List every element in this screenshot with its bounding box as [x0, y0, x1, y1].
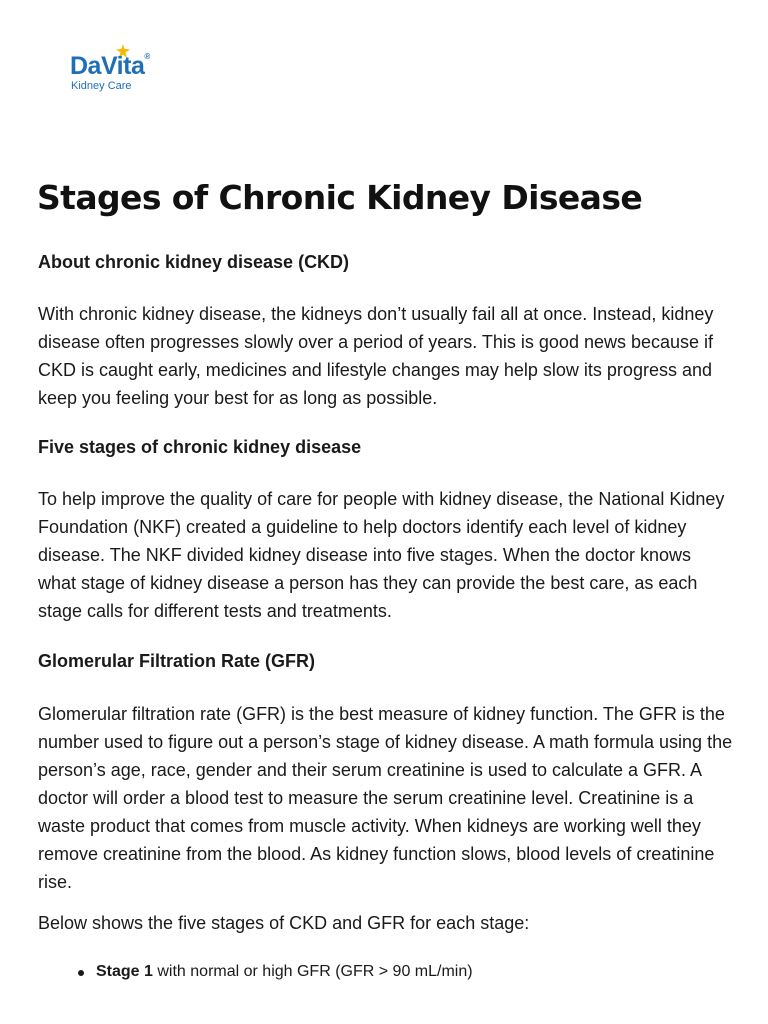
list-item — [38, 958, 473, 986]
stages-list — [38, 958, 473, 986]
section-heading-about-ckd: About chronic kidney disease (CKD) — [38, 252, 350, 272]
stages-list-intro: Below shows the five stages of CKD and GFR for each stage: — [38, 913, 530, 933]
logo-subtitle: Kidney Care — [71, 80, 132, 92]
stage-description: with normal or high GFR (GFR > 90 mL/min) — [152, 963, 473, 980]
page-title: Stages of Chronic Kidney Disease — [37, 178, 643, 217]
logo-reg-mark: ® — [144, 52, 150, 61]
section-heading-gfr: Glomerular Filtration Rate (GFR) — [38, 651, 316, 671]
section-paragraph-about-ckd: With chronic kidney disease, the kidneys don’t usually fail all at once. Instead, kidney disease often progresses slowly over a period of years. This is good news because if CKD is caught early, medicines and lifestyle changes may help slow its progress and keep you feeling your best for as long as possible. — [38, 304, 714, 408]
logo-brand: DaVita — [70, 52, 145, 80]
logo-wordmark — [70, 52, 150, 81]
section-heading-five-stages: Five stages of chronic kidney disease — [38, 437, 362, 457]
bullet-icon — [78, 970, 84, 976]
section-paragraph-five-stages: To help improve the quality of care for people with kidney disease, the National Kidney Foundation (NKF) created a guideline to help doctors identify each level of kidney disease. The NKF divided kidney disease into five stages. When the doctor knows what stage of kidney disease a person has they can provide the best care, as each stage calls for different tests and treatments. — [38, 489, 725, 621]
section-paragraph-gfr: Glomerular filtration rate (GFR) is the best measure of kidney function. The GFR is the number used to figure out a person’s stage of kidney disease. A math formula using the person’s age, race, gender and their serum creatinine is used to calculate a GFR. A doctor will order a blood test to measure the serum creatinine level. Creatinine is a waste product that comes from muscle activity. When kidneys are working well they remove creatinine from the blood. As kidney function slows, blood levels of creatinine rise. — [38, 704, 733, 892]
stage-label: Stage 1 — [96, 963, 153, 980]
davita-logo[interactable] — [70, 44, 180, 94]
